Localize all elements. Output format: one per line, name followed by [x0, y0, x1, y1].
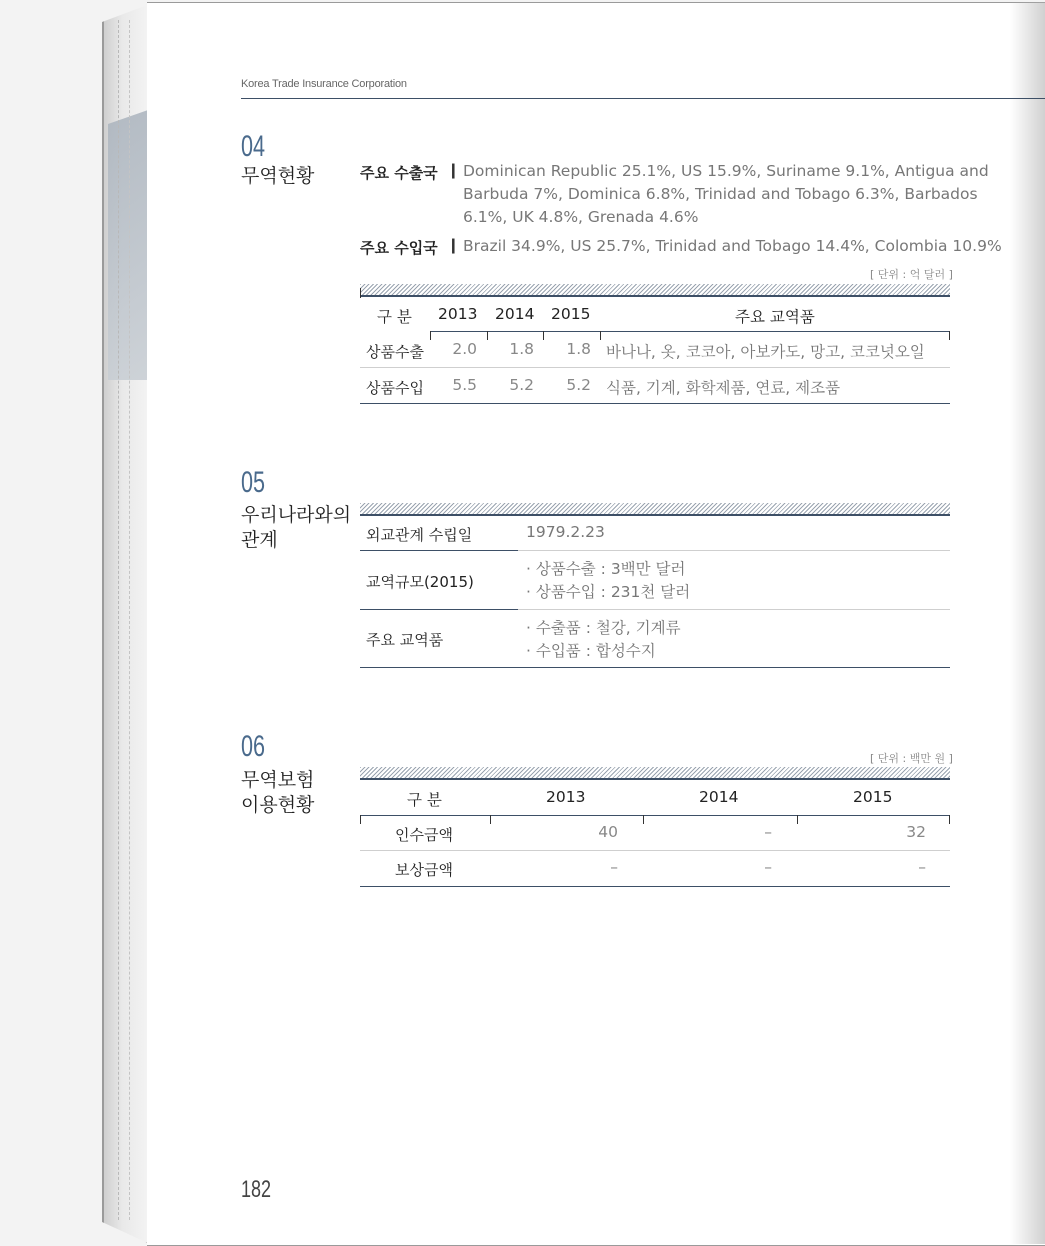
table-header-band — [360, 503, 950, 516]
cell-value: 1.8 — [509, 340, 534, 358]
import-countries-label: 주요 수입국 — [360, 239, 438, 257]
table-header-band — [360, 284, 950, 297]
table-tick — [543, 331, 544, 340]
label-separator: ❙ — [447, 236, 460, 254]
table-tick — [487, 331, 488, 340]
label-rule — [360, 609, 518, 610]
section-04-number: 04 — [241, 130, 266, 163]
table-tick — [643, 815, 644, 824]
table-header-items: 주요 교역품 — [735, 308, 815, 326]
unit-note: [ 단위 : 백만 원 ] — [870, 752, 953, 765]
cell-value: – — [610, 858, 618, 876]
row-divider — [518, 609, 950, 610]
label-rule — [360, 550, 518, 551]
row-label-compensation: 보상금액 — [395, 861, 453, 879]
page-fold-shadow — [1010, 2, 1045, 1244]
book-stitching — [118, 20, 130, 1220]
value-line: · 수출품 : 철강, 기계류 — [526, 619, 681, 637]
running-head: Korea Trade Insurance Corporation — [241, 78, 407, 90]
value-line: · 상품수입 : 231천 달러 — [526, 583, 691, 601]
section-05-number: 05 — [241, 466, 266, 499]
cell-value: 2.0 — [452, 340, 477, 358]
relation-value-diplomacy: 1979.2.23 — [526, 523, 605, 541]
table-header-category: 구 분 — [407, 791, 442, 809]
section-06-title — [241, 768, 314, 818]
section-04-title: 무역현황 — [241, 165, 315, 187]
table-header-2015: 2015 — [551, 305, 591, 323]
section-05-title — [241, 503, 351, 553]
relation-label-diplomacy: 외교관계 수립일 — [366, 526, 473, 544]
row-label-underwriting: 인수금액 — [395, 826, 453, 844]
import-countries-text: Brazil 34.9%, US 25.7%, Trinidad and Tobago 14.4%, Colombia 10.9% — [463, 237, 1002, 255]
table-header-band — [360, 767, 950, 780]
table-bottom-rule — [360, 667, 950, 668]
header-rule — [241, 98, 1045, 99]
export-line: Barbuda 7%, Dominica 6.8%, Trinidad and Tobago 6.3%, Barbados — [463, 185, 978, 203]
export-countries-text — [463, 160, 989, 229]
table-bottom-rule — [360, 886, 950, 887]
relation-value-trade-items — [526, 617, 681, 663]
export-line: Dominican Republic 25.1%, US 15.9%, Suriname 9.1%, Antigua and — [463, 162, 989, 180]
table-header-2013: 2013 — [438, 305, 478, 323]
section-06-number: 06 — [241, 730, 266, 763]
row-label-export: 상품수출 — [366, 343, 424, 361]
table-header-2014: 2014 — [495, 305, 535, 323]
export-countries-label: 주요 수출국 — [360, 164, 438, 182]
row-divider — [518, 550, 950, 551]
title-line: 관계 — [241, 529, 278, 551]
table-header-2013: 2013 — [546, 788, 586, 806]
cell-items: 바나나, 옷, 코코아, 아보카도, 망고, 코코넛오일 — [606, 343, 925, 361]
value-line: · 상품수출 : 3백만 달러 — [526, 560, 686, 578]
table-header-2014: 2014 — [699, 788, 739, 806]
cell-value: 40 — [598, 823, 618, 841]
cell-items: 식품, 기계, 화학제품, 연료, 제조품 — [606, 379, 841, 397]
table-rule — [430, 331, 950, 332]
label-separator: ❙ — [447, 161, 460, 179]
title-line: 우리나라와의 — [241, 504, 352, 526]
relation-label-trade-volume: 교역규모(2015) — [366, 573, 474, 591]
table-tick — [949, 331, 950, 340]
cell-value: – — [918, 858, 926, 876]
relation-value-trade-volume — [526, 558, 690, 604]
title-line: 무역보험 — [241, 769, 315, 791]
table-header-2015: 2015 — [853, 788, 893, 806]
table-tick — [360, 815, 361, 824]
export-line: 6.1%, UK 4.8%, Grenada 4.6% — [463, 208, 699, 226]
cell-value: 1.8 — [566, 340, 591, 358]
title-line: 이용현황 — [241, 794, 315, 816]
cell-value: – — [764, 858, 772, 876]
table-row-divider — [360, 367, 950, 368]
table-tick — [430, 331, 431, 340]
value-line: · 수입품 : 합성수지 — [526, 642, 656, 660]
table-rule — [360, 815, 950, 816]
relation-label-trade-items: 주요 교역품 — [366, 631, 444, 649]
cell-value: 5.5 — [452, 376, 477, 394]
table-tick — [490, 815, 491, 824]
table-tick — [949, 815, 950, 824]
cell-value: 32 — [906, 823, 926, 841]
row-label-import: 상품수입 — [366, 379, 424, 397]
table-header-category: 구 분 — [377, 308, 412, 326]
cell-value: 5.2 — [509, 376, 534, 394]
cell-value: 5.2 — [566, 376, 591, 394]
table-tick — [600, 331, 601, 340]
unit-note: [ 단위 : 억 달러 ] — [870, 268, 953, 281]
cell-value: – — [764, 823, 772, 841]
table-row-divider — [360, 850, 950, 851]
page-number: 182 — [241, 1176, 272, 1203]
table-tick — [360, 288, 361, 298]
table-bottom-rule — [360, 403, 950, 404]
table-tick — [797, 815, 798, 824]
